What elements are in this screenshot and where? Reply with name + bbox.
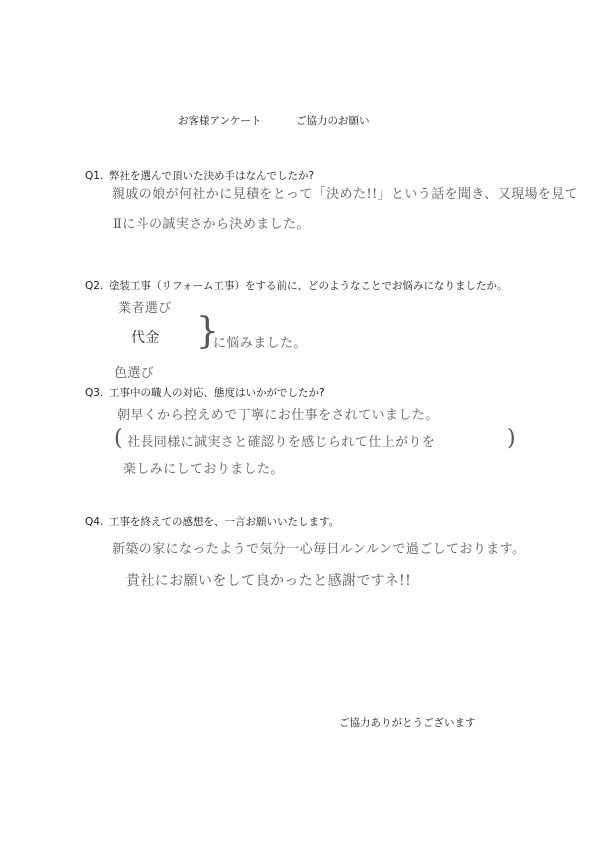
closing-message: ご協力ありがとうございます [339, 717, 476, 729]
close-paren: ) [507, 426, 516, 451]
q2-answer-suffix: に悩みました。 [213, 336, 307, 351]
question-text: 塗装工事（リフォーム工事）をする前に、どのようなことでお悩みになりましたか。 [109, 280, 508, 292]
q1-answer-line-2: Ⅱに斗の誠実さから決めました。 [113, 217, 310, 232]
question-4 [85, 514, 339, 529]
open-paren: ( [114, 426, 123, 451]
q3-answer-line-2: 社長同様に誠実さと確認りを感じられて仕上がりを [127, 435, 436, 450]
q2-answer-item-1: 業者選び [118, 301, 172, 316]
cooperation-request: ご協力のお願い [296, 115, 370, 127]
question-number: Q1. [85, 170, 104, 182]
question-text: 工事中の職人の対応、態度はいかがでしたか? [109, 387, 325, 399]
question-3 [85, 385, 325, 400]
question-text: 工事を終えての感想を、一言お願いいたします。 [109, 516, 340, 528]
q4-answer-line-2: 貴社にお願いをして良かったと感謝ですネ!! [126, 573, 412, 589]
q2-answer-item-3: 色選び [114, 366, 155, 381]
q4-answer-line-1: 新築の家になったようで気分一心毎日ルンルンで過ごしております。 [112, 542, 526, 557]
question-number: Q2. [85, 280, 104, 292]
answer-brace: } [196, 311, 219, 352]
q1-answer-line-1: 親戚の娘が何社かに見積をとって「決めた!!」という話を聞き、又現場を見て [112, 187, 579, 202]
question-2 [85, 278, 507, 293]
question-1 [85, 168, 314, 183]
question-text: 弊社を選んで頂いた決め手はなんでしたか? [109, 170, 315, 182]
q3-answer-line-1: 朝早くから控えめで丁寧にお仕事をされていました。 [117, 408, 439, 423]
question-number: Q4. [85, 516, 104, 528]
survey-header [0, 113, 600, 129]
q3-answer-line-3: 楽しみにしておりました。 [123, 462, 284, 477]
q2-answer-item-2: 代金 [131, 330, 160, 346]
question-number: Q3. [85, 387, 104, 399]
survey-title: お客様アンケート [178, 115, 262, 127]
